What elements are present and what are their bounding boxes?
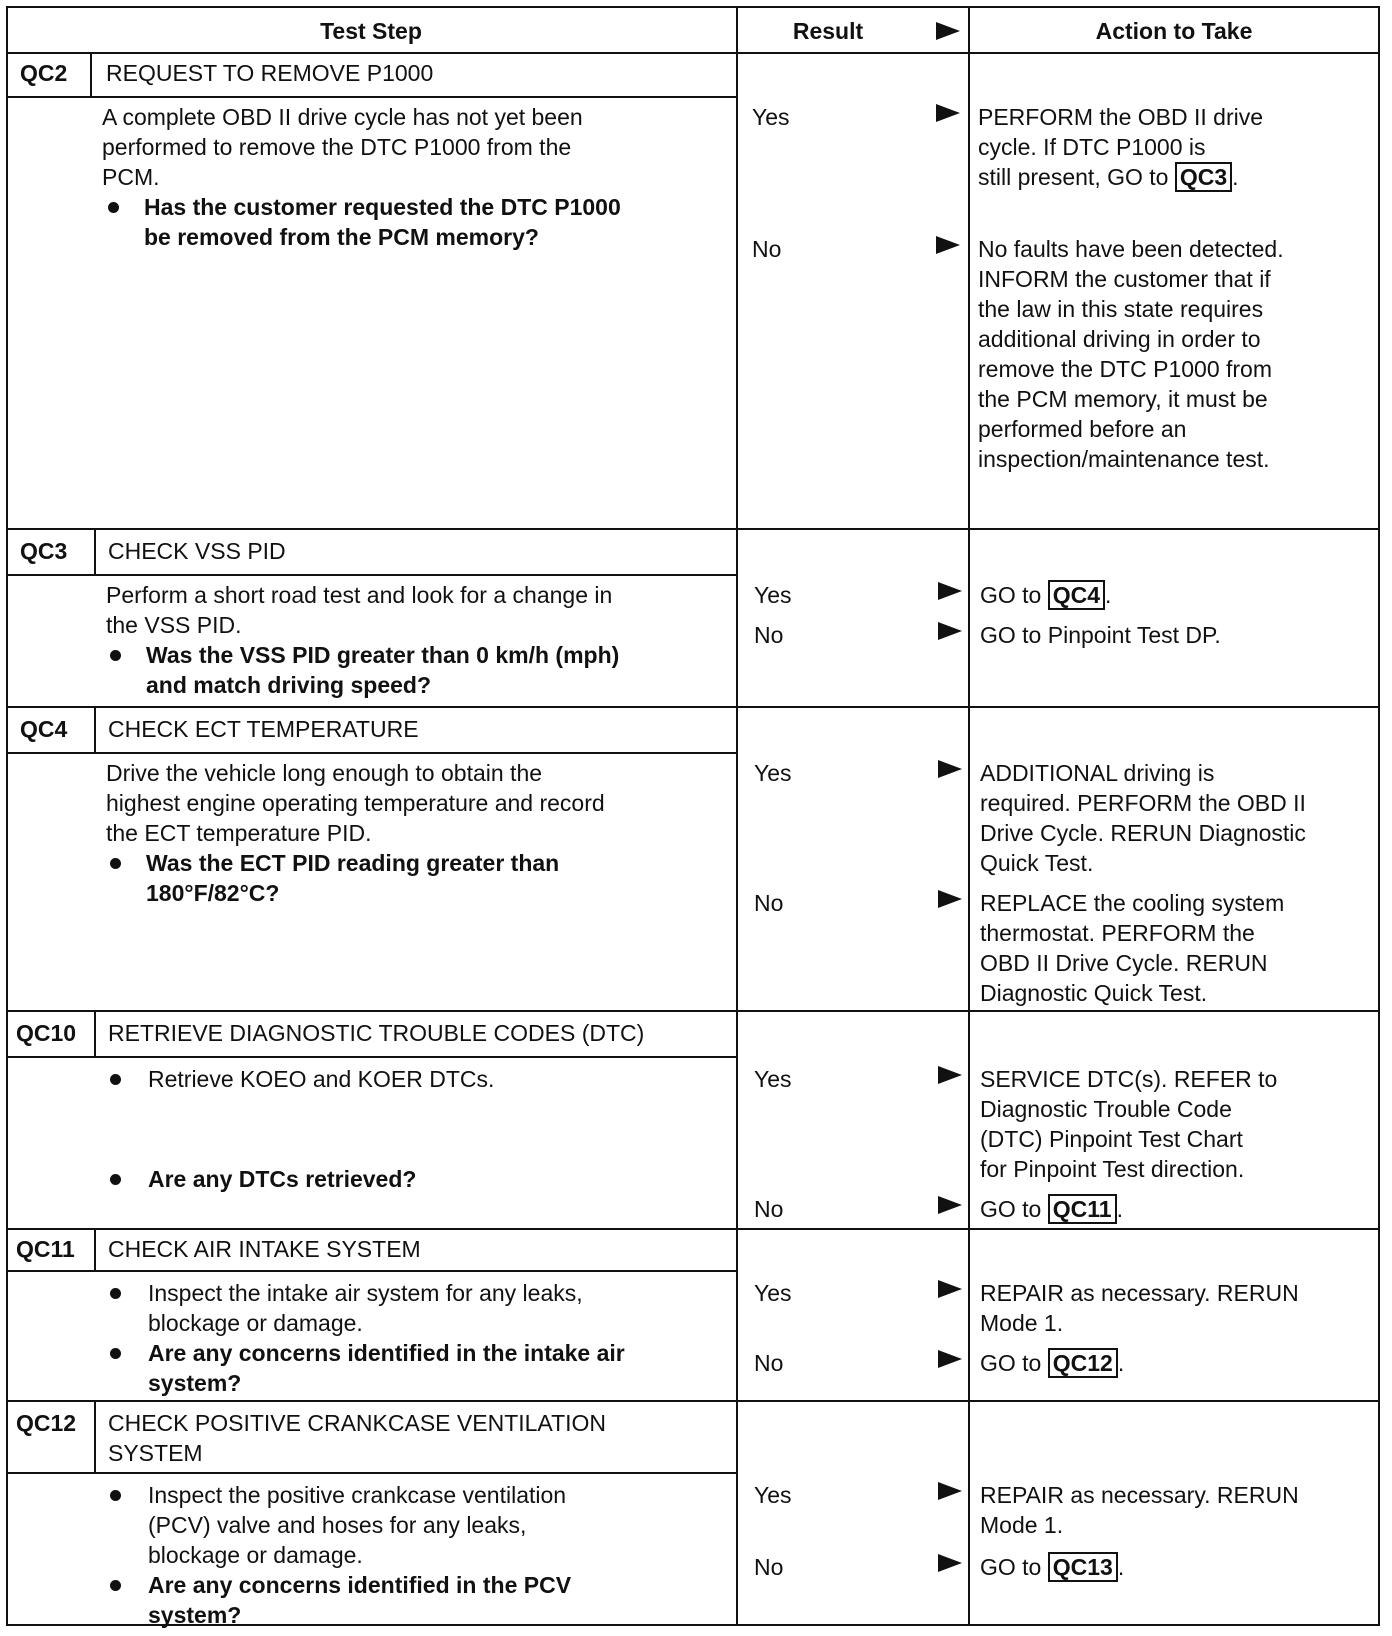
step-question-line: and match driving speed? <box>146 672 431 698</box>
step-text-line: Drive the vehicle long enough to obtain the <box>106 760 543 786</box>
header-divider <box>6 52 1380 54</box>
step-question-line: Was the VSS PID greater than 0 km/h (mph) <box>146 642 620 668</box>
row-divider <box>6 1010 1380 1012</box>
title-divider <box>6 574 736 576</box>
action-line: PERFORM the OBD II drive <box>978 104 1264 130</box>
step-id: QC4 <box>20 716 68 742</box>
result-yes: Yes <box>754 582 792 608</box>
action-line: required. PERFORM the OBD II <box>980 790 1306 816</box>
action-line: cycle. If DTC P1000 is <box>978 134 1206 160</box>
step-id: QC12 <box>16 1410 77 1436</box>
ref-qc3-link[interactable]: QC3 <box>1175 162 1232 192</box>
diagnostic-test-table <box>6 6 1380 1626</box>
arrow-icon <box>938 1280 962 1298</box>
step-text-line: the ECT temperature PID. <box>106 820 372 846</box>
action-line: ADDITIONAL driving is <box>980 760 1215 786</box>
step-title: RETRIEVE DIAGNOSTIC TROUBLE CODES (DTC) <box>108 1020 645 1046</box>
action-line: GO to QC4 . <box>980 582 1112 608</box>
step-question-line: Are any concerns identified in the intake air <box>148 1340 625 1366</box>
step-text-line: Inspect the intake air system for any leaks, <box>148 1280 583 1306</box>
header-result: Result <box>792 18 864 44</box>
action-line: No faults have been detected. <box>978 236 1284 262</box>
bullet-icon <box>110 858 121 869</box>
step-title: CHECK ECT TEMPERATURE <box>108 716 419 742</box>
step-id: QC10 <box>16 1020 77 1046</box>
arrow-icon <box>938 582 962 600</box>
step-title: REQUEST TO REMOVE P1000 <box>106 60 434 86</box>
title-divider <box>6 96 736 98</box>
action-line: REPAIR as necessary. RERUN <box>980 1482 1299 1508</box>
bullet-icon <box>110 650 121 661</box>
action-line: GO to QC11 . <box>980 1196 1123 1222</box>
title-divider <box>6 1056 736 1058</box>
step-id: QC3 <box>20 538 68 564</box>
action-line: (DTC) Pinpoint Test Chart <box>980 1126 1243 1152</box>
id-divider <box>90 54 92 96</box>
id-divider <box>94 1012 96 1056</box>
arrow-icon <box>938 890 962 908</box>
frame-left <box>6 6 8 1626</box>
result-yes: Yes <box>754 1280 792 1306</box>
header-arrow-icon <box>936 22 960 40</box>
ref-qc11-link[interactable]: QC11 <box>1048 1194 1117 1224</box>
id-divider <box>94 1230 96 1272</box>
bullet-icon <box>110 1288 121 1299</box>
action-line: inspection/maintenance test. <box>978 446 1270 472</box>
row-divider <box>6 528 1380 530</box>
result-yes: Yes <box>752 104 790 130</box>
step-text-line: (PCV) valve and hoses for any leaks, <box>148 1512 527 1538</box>
bullet-icon <box>110 1348 121 1359</box>
step-text-line: blockage or damage. <box>148 1310 363 1336</box>
step-question-line: system? <box>148 1370 242 1396</box>
result-no: No <box>754 1554 784 1580</box>
ref-qc12-link[interactable]: QC12 <box>1048 1348 1118 1378</box>
action-line: Diagnostic Trouble Code <box>980 1096 1232 1122</box>
action-line: the PCM memory, it must be <box>978 386 1268 412</box>
step-text-line: highest engine operating temperature and record <box>106 790 605 816</box>
result-no: No <box>752 236 782 262</box>
step-text-line: performed to remove the DTC P1000 from the <box>102 134 572 160</box>
action-line: Diagnostic Quick Test. <box>980 980 1208 1006</box>
action-line: thermostat. PERFORM the <box>980 920 1255 946</box>
result-no: No <box>754 622 784 648</box>
result-no: No <box>754 1350 784 1376</box>
bullet-icon <box>110 1580 121 1591</box>
row-divider <box>6 1228 1380 1230</box>
step-question-line: be removed from the PCM memory? <box>144 224 539 250</box>
action-line: Drive Cycle. RERUN Diagnostic <box>980 820 1306 846</box>
step-question-line: 180°F/82°C? <box>146 880 280 906</box>
bullet-icon <box>110 1490 121 1501</box>
step-text-line: Perform a short road test and look for a change in <box>106 582 613 608</box>
step-text-line: the VSS PID. <box>106 612 242 638</box>
action-line: additional driving in order to <box>978 326 1261 352</box>
ref-qc4-link[interactable]: QC4 <box>1048 580 1105 610</box>
id-divider <box>94 1402 96 1472</box>
title-divider <box>6 1472 736 1474</box>
result-yes: Yes <box>754 1482 792 1508</box>
action-line: Mode 1. <box>980 1310 1064 1336</box>
result-no: No <box>754 890 784 916</box>
step-title: CHECK AIR INTAKE SYSTEM <box>108 1236 421 1262</box>
result-yes: Yes <box>754 1066 792 1092</box>
step-question-line: Are any DTCs retrieved? <box>148 1166 417 1192</box>
title-divider <box>6 752 736 754</box>
step-title: CHECK POSITIVE CRANKCASE VENTILATION <box>108 1410 607 1436</box>
action-line: still present, GO to QC3 . <box>978 164 1239 190</box>
header-action: Action to Take <box>1095 18 1253 44</box>
title-divider <box>6 1270 736 1272</box>
bullet-icon <box>108 202 119 213</box>
action-line: for Pinpoint Test direction. <box>980 1156 1245 1182</box>
action-line: OBD II Drive Cycle. RERUN <box>980 950 1268 976</box>
row-divider <box>6 706 1380 708</box>
action-line: SERVICE DTC(s). REFER to <box>980 1066 1278 1092</box>
step-id: QC11 <box>16 1236 75 1262</box>
action-line: GO to Pinpoint Test DP. <box>980 622 1221 648</box>
arrow-icon <box>938 1350 962 1368</box>
step-text-line: blockage or damage. <box>148 1542 363 1568</box>
arrow-icon <box>938 1482 962 1500</box>
step-text-line: Retrieve KOEO and KOER DTCs. <box>148 1066 495 1092</box>
row-divider <box>6 1400 1380 1402</box>
action-line: INFORM the customer that if <box>978 266 1271 292</box>
arrow-icon <box>938 1066 962 1084</box>
id-divider <box>94 530 96 574</box>
step-question-line: Was the ECT PID reading greater than <box>146 850 560 876</box>
step-id: QC2 <box>20 60 68 86</box>
action-line: the law in this state requires <box>978 296 1264 322</box>
frame-top <box>6 6 1380 8</box>
action-line: Quick Test. <box>980 850 1094 876</box>
action-line: REPLACE the cooling system <box>980 890 1285 916</box>
action-line: Mode 1. <box>980 1512 1064 1538</box>
action-line: GO to QC12 . <box>980 1350 1125 1376</box>
action-line: performed before an <box>978 416 1187 442</box>
step-text-line: PCM. <box>102 164 160 190</box>
frame-right <box>1378 6 1380 1626</box>
step-question-line: Has the customer requested the DTC P1000 <box>144 194 621 220</box>
step-question-line: Are any concerns identified in the PCV <box>148 1572 572 1598</box>
step-question-line: system? <box>148 1602 242 1628</box>
column-divider-action <box>968 6 970 1626</box>
column-divider-result <box>736 6 738 1626</box>
result-yes: Yes <box>754 760 792 786</box>
arrow-icon <box>938 622 962 640</box>
arrow-icon <box>938 1196 962 1214</box>
step-title: CHECK VSS PID <box>108 538 286 564</box>
ref-qc13-link[interactable]: QC13 <box>1048 1552 1118 1582</box>
action-line: GO to QC13 . <box>980 1554 1125 1580</box>
result-no: No <box>754 1196 784 1222</box>
step-text-line: Inspect the positive crankcase ventilation <box>148 1482 567 1508</box>
id-divider <box>94 708 96 752</box>
header-test-step: Test Step <box>320 18 422 44</box>
action-line: remove the DTC P1000 from <box>978 356 1273 382</box>
arrow-icon <box>936 236 960 254</box>
step-title: SYSTEM <box>108 1440 203 1466</box>
bullet-icon <box>110 1074 121 1085</box>
bullet-icon <box>110 1174 121 1185</box>
action-line: REPAIR as necessary. RERUN <box>980 1280 1299 1306</box>
arrow-icon <box>936 104 960 122</box>
arrow-icon <box>938 760 962 778</box>
step-text-line: A complete OBD II drive cycle has not yet been <box>102 104 583 130</box>
arrow-icon <box>938 1554 962 1572</box>
